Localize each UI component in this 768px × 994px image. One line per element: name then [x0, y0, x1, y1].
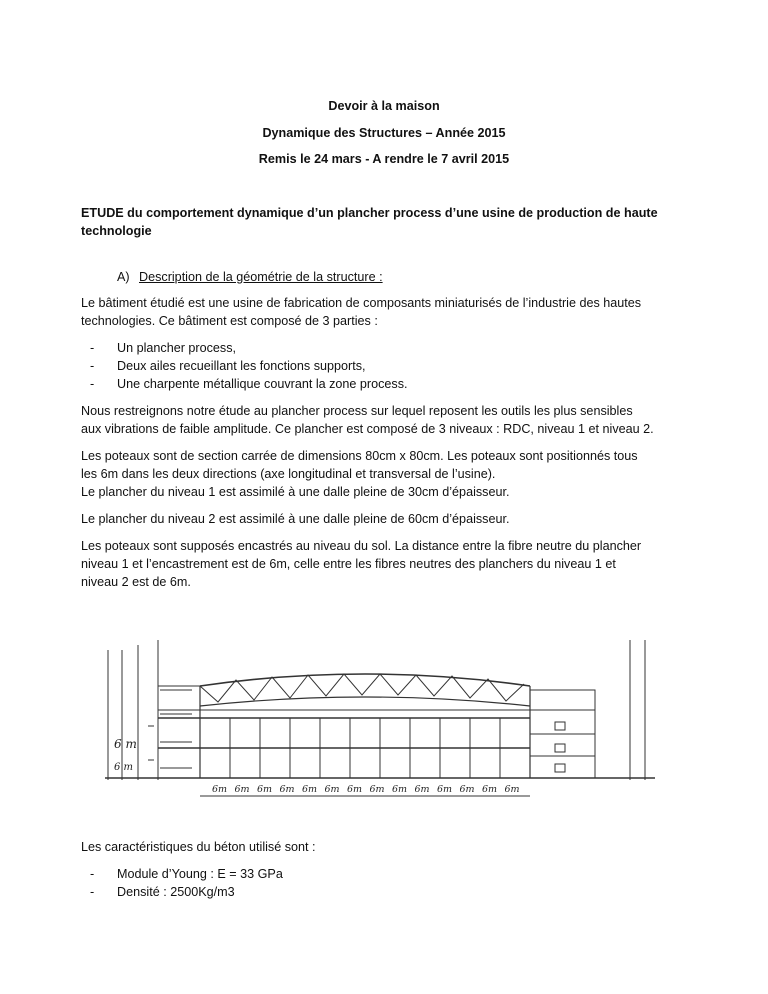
spacing-label: 6m — [279, 784, 295, 795]
paragraph-6-line-1: Les poteaux sont supposés encastrés au niveau du sol. La distance entre la fibre neutre du plancher — [81, 539, 642, 553]
spacing-label: 6m — [257, 784, 273, 795]
header-line-1: Devoir à la maison — [328, 99, 440, 113]
spacing-label: 6m — [437, 784, 453, 795]
paragraph-3-line-2: les 6m dans les deux directions (axe longitudinal et transversal de l’usine). — [81, 467, 496, 481]
title-line-2: technologie — [81, 224, 152, 238]
spacing-label: 6m — [369, 784, 385, 795]
list-bullet: - — [90, 867, 95, 881]
building-section-drawing — [100, 630, 660, 820]
list-bullet: - — [90, 377, 95, 391]
paragraph-4: Le plancher du niveau 1 est assimilé à une dalle pleine de 30cm d’épaisseur. — [81, 485, 510, 499]
paragraph-2-line-1: Nous restreignons notre étude au plancher process sur lequel reposent les outils les plus sensibles — [81, 404, 633, 418]
paragraph-6-line-3: niveau 2 est de 6m. — [81, 575, 191, 589]
spacing-label: 6m — [347, 784, 363, 795]
header-line-2: Dynamique des Structures – Année 2015 — [262, 126, 506, 140]
paragraph-5: Le plancher du niveau 2 est assimilé à une dalle pleine de 60cm d’épaisseur. — [81, 512, 510, 526]
spacing-label: 6m — [459, 784, 475, 795]
section-heading: Description de la géométrie de la structure : — [139, 270, 383, 284]
list-item-text: Un plancher process, — [117, 341, 237, 355]
spacing-label: 6m — [392, 784, 408, 795]
paragraph-2-line-2: aux vibrations de faible amplitude. Ce plancher est composé de 3 niveaux : RDC, niveau 1 et niveau 2. — [81, 422, 654, 436]
list-item-text: Une charpente métallique couvrant la zone process. — [117, 377, 408, 391]
list-bullet: - — [90, 359, 95, 373]
spacing-label: 6m — [324, 784, 340, 795]
list-item-text: Densité : 2500Kg/m3 — [117, 885, 235, 899]
height-label-1: 6 m — [114, 737, 137, 751]
spacing-label: 6m — [212, 784, 228, 795]
paragraph-6-line-2: niveau 1 et l’encastrement est de 6m, celle entre les fibres neutres des planchers du niveau 1 et — [81, 557, 616, 571]
header-line-3: Remis le 24 mars - A rendre le 7 avril 2015 — [258, 152, 510, 166]
list-item-text: Module d’Young : E = 33 GPa — [117, 867, 283, 881]
spacing-label: 6m — [302, 784, 318, 795]
spacing-label: 6m — [482, 784, 498, 795]
list-item-text: Deux ailes recueillant les fonctions supports, — [117, 359, 366, 373]
spacing-label: 6m — [414, 784, 430, 795]
spacing-label: 6m — [504, 784, 520, 795]
paragraph-7: Les caractéristiques du béton utilisé sont : — [81, 840, 316, 854]
height-label-2: 6 m — [114, 762, 134, 773]
paragraph-3-line-1: Les poteaux sont de section carrée de dimensions 80cm x 80cm. Les poteaux sont positionnés tous — [81, 449, 638, 463]
list-bullet: - — [90, 341, 95, 355]
spacing-label: 6m — [234, 784, 250, 795]
list-bullet: - — [90, 885, 95, 899]
paragraph-1-line-1: Le bâtiment étudié est une usine de fabrication de composants miniaturisés de l’industrie des hautes — [81, 296, 642, 310]
section-marker: A) — [117, 270, 130, 284]
paragraph-1-line-2: technologies. Ce bâtiment est composé de 3 parties : — [81, 314, 378, 328]
title-line-1: ETUDE du comportement dynamique d’un plancher process d’une usine de production de haute — [81, 206, 658, 220]
